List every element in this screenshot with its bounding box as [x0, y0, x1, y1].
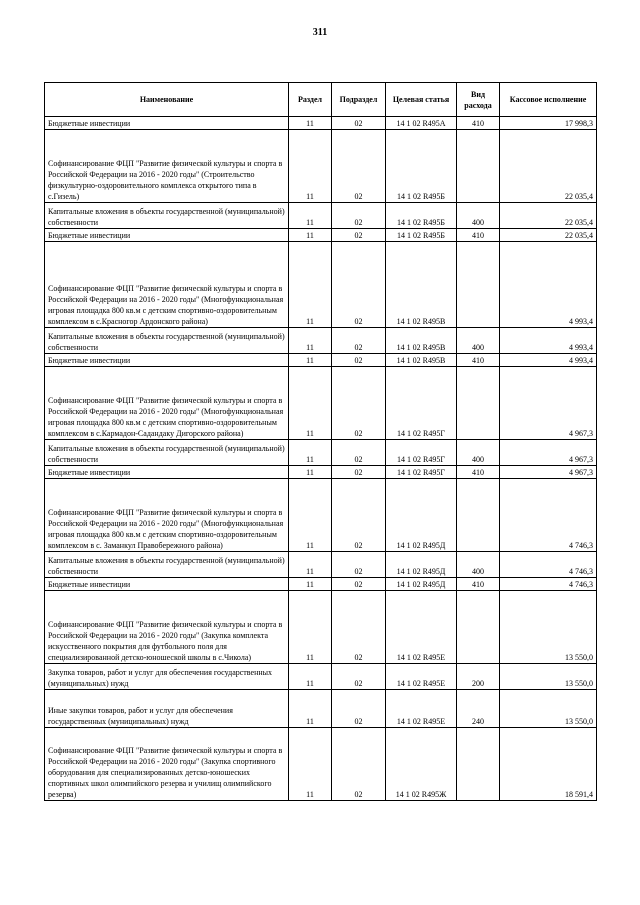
row-article-cell: 14 1 02 R495Г: [386, 367, 457, 440]
budget-table: [44, 82, 597, 801]
row-expense-type-cell: 410: [457, 354, 500, 367]
row-amount-cell: 4 746,3: [500, 479, 597, 552]
table-row: [45, 354, 597, 367]
row-name-cell: Закупка товаров, работ и услуг для обеспечения государственных (муниципальных) нужд: [45, 664, 289, 690]
row-subsection-cell: 02: [332, 117, 386, 130]
row-expense-type-cell: [457, 367, 500, 440]
row-amount-cell: 18 591,4: [500, 728, 597, 801]
table-row: [45, 552, 597, 578]
row-subsection-cell: 02: [332, 552, 386, 578]
row-name-cell: Софинансирование ФЦП "Развитие физической культуры и спорта в Российской Федерации на 2016 - 2020 годы" (Закупка комплекта искусственного покрытия для футбольного поля для специализированной детско-юношеской школы в с.Чикола): [45, 591, 289, 664]
row-section-cell: 11: [289, 367, 332, 440]
row-article-cell: 14 1 02 R495Ж: [386, 728, 457, 801]
row-subsection-cell: 02: [332, 591, 386, 664]
row-expense-type-cell: 400: [457, 552, 500, 578]
row-article-cell: 14 1 02 R495Б: [386, 203, 457, 229]
row-amount-cell: 13 550,0: [500, 690, 597, 728]
row-expense-type-cell: 400: [457, 328, 500, 354]
row-expense-type-cell: 400: [457, 440, 500, 466]
row-section-cell: 11: [289, 552, 332, 578]
table-row: [45, 440, 597, 466]
table-row: [45, 242, 597, 328]
row-expense-type-cell: 410: [457, 229, 500, 242]
table-row: [45, 578, 597, 591]
row-amount-cell: 22 035,4: [500, 229, 597, 242]
row-article-cell: 14 1 02 R495В: [386, 354, 457, 367]
row-amount-cell: 4 746,3: [500, 578, 597, 591]
row-section-cell: 11: [289, 440, 332, 466]
row-section-cell: 11: [289, 466, 332, 479]
row-article-cell: 14 1 02 R495Д: [386, 479, 457, 552]
row-expense-type-cell: [457, 728, 500, 801]
row-expense-type-cell: [457, 242, 500, 328]
row-article-cell: 14 1 02 R495А: [386, 117, 457, 130]
row-expense-type-cell: [457, 130, 500, 203]
row-amount-cell: 4 993,4: [500, 354, 597, 367]
row-article-cell: 14 1 02 R495Г: [386, 440, 457, 466]
row-subsection-cell: 02: [332, 203, 386, 229]
header-article: Целевая статья: [386, 83, 457, 117]
row-amount-cell: 22 035,4: [500, 203, 597, 229]
row-name-cell: Капитальные вложения в объекты государственной (муниципальной) собственности: [45, 328, 289, 354]
table-row: [45, 591, 597, 664]
row-subsection-cell: 02: [332, 728, 386, 801]
table-row: [45, 367, 597, 440]
row-section-cell: 11: [289, 242, 332, 328]
row-expense-type-cell: 410: [457, 578, 500, 591]
header-subsection: Подраздел: [332, 83, 386, 117]
row-amount-cell: 4 746,3: [500, 552, 597, 578]
row-subsection-cell: 02: [332, 229, 386, 242]
row-section-cell: 11: [289, 203, 332, 229]
row-name-cell: Капитальные вложения в объекты государственной (муниципальной) собственности: [45, 440, 289, 466]
table-row: [45, 479, 597, 552]
row-name-cell: Бюджетные инвестиции: [45, 229, 289, 242]
row-expense-type-cell: 410: [457, 117, 500, 130]
row-expense-type-cell: 200: [457, 664, 500, 690]
row-section-cell: 11: [289, 690, 332, 728]
header-expense-type: Вид расхода: [457, 83, 500, 117]
row-section-cell: 11: [289, 578, 332, 591]
row-amount-cell: 13 550,0: [500, 664, 597, 690]
table-row: [45, 130, 597, 203]
row-amount-cell: 4 967,3: [500, 466, 597, 479]
header-name: Наименование: [45, 83, 289, 117]
header-section: Раздел: [289, 83, 332, 117]
row-amount-cell: 4 993,4: [500, 328, 597, 354]
row-subsection-cell: 02: [332, 328, 386, 354]
row-article-cell: 14 1 02 R495Е: [386, 690, 457, 728]
table-row: [45, 117, 597, 130]
table-row: [45, 203, 597, 229]
row-expense-type-cell: 410: [457, 466, 500, 479]
row-name-cell: Софинансирование ФЦП "Развитие физической культуры и спорта в Российской Федерации на 2016 - 2020 годы" (Многофункциональная игровая площадка 800 кв.м с детским спортивно-оздоровительным комплексом в с. Заманкул Правобережного района): [45, 479, 289, 552]
table-row: [45, 664, 597, 690]
row-article-cell: 14 1 02 R495Д: [386, 578, 457, 591]
row-name-cell: Бюджетные инвестиции: [45, 117, 289, 130]
row-amount-cell: 4 993,4: [500, 242, 597, 328]
row-amount-cell: 17 998,3: [500, 117, 597, 130]
row-name-cell: Софинансирование ФЦП "Развитие физической культуры и спорта в Российской Федерации на 2016 - 2020 годы" (Многофункциональная игровая площадка 800 кв.м с детским спортивно-оздоровительным комплексом в с.Красногор Ардонского района): [45, 242, 289, 328]
row-name-cell: Иные закупки товаров, работ и услуг для обеспечения государственных (муниципальных) нужд: [45, 690, 289, 728]
header-amount: Кассовое исполнение: [500, 83, 597, 117]
row-subsection-cell: 02: [332, 367, 386, 440]
row-expense-type-cell: 240: [457, 690, 500, 728]
row-subsection-cell: 02: [332, 130, 386, 203]
table-row: [45, 328, 597, 354]
row-name-cell: Капитальные вложения в объекты государственной (муниципальной) собственности: [45, 203, 289, 229]
row-section-cell: 11: [289, 591, 332, 664]
row-subsection-cell: 02: [332, 466, 386, 479]
row-subsection-cell: 02: [332, 664, 386, 690]
row-article-cell: 14 1 02 R495Е: [386, 664, 457, 690]
row-section-cell: 11: [289, 354, 332, 367]
row-amount-cell: 4 967,3: [500, 367, 597, 440]
row-subsection-cell: 02: [332, 690, 386, 728]
row-expense-type-cell: [457, 591, 500, 664]
row-article-cell: 14 1 02 R495Е: [386, 591, 457, 664]
row-article-cell: 14 1 02 R495Б: [386, 229, 457, 242]
row-name-cell: Софинансирование ФЦП "Развитие физической культуры и спорта в Российской Федерации на 2016 - 2020 годы" (Строительство физкультурно-оздоровительного комплекса открытого типа в с.Гизель): [45, 130, 289, 203]
row-section-cell: 11: [289, 229, 332, 242]
row-name-cell: Бюджетные инвестиции: [45, 578, 289, 591]
row-section-cell: 11: [289, 117, 332, 130]
row-amount-cell: 13 550,0: [500, 591, 597, 664]
row-section-cell: 11: [289, 328, 332, 354]
page-number: 311: [312, 27, 328, 38]
row-section-cell: 11: [289, 130, 332, 203]
row-name-cell: Бюджетные инвестиции: [45, 466, 289, 479]
row-section-cell: 11: [289, 479, 332, 552]
table-header-row: [45, 83, 597, 117]
row-article-cell: 14 1 02 R495Д: [386, 552, 457, 578]
row-amount-cell: 22 035,4: [500, 130, 597, 203]
row-subsection-cell: 02: [332, 354, 386, 367]
row-subsection-cell: 02: [332, 242, 386, 328]
row-article-cell: 14 1 02 R495Б: [386, 130, 457, 203]
table-row: [45, 466, 597, 479]
table-row: [45, 690, 597, 728]
row-subsection-cell: 02: [332, 578, 386, 591]
table-row: [45, 229, 597, 242]
row-name-cell: Капитальные вложения в объекты государственной (муниципальной) собственности: [45, 552, 289, 578]
row-article-cell: 14 1 02 R495В: [386, 242, 457, 328]
row-expense-type-cell: [457, 479, 500, 552]
row-section-cell: 11: [289, 728, 332, 801]
row-article-cell: 14 1 02 R495Г: [386, 466, 457, 479]
row-subsection-cell: 02: [332, 479, 386, 552]
row-name-cell: Бюджетные инвестиции: [45, 354, 289, 367]
row-expense-type-cell: 400: [457, 203, 500, 229]
row-name-cell: Софинансирование ФЦП "Развитие физической культуры и спорта в Российской Федерации на 2016 - 2020 годы" (Многофункциональная игровая площадка 800 кв.м с детским спортивно-оздоровительным комплексом в с.Кармадон-Садандаку Дигорского района): [45, 367, 289, 440]
table-row: [45, 728, 597, 801]
row-subsection-cell: 02: [332, 440, 386, 466]
row-amount-cell: 4 967,3: [500, 440, 597, 466]
row-name-cell: Софинансирование ФЦП "Развитие физической культуры и спорта в Российской Федерации на 2016 - 2020 годы" (Закупка спортивного оборудования для специализированных детско-юношеских спортивных школ олимпийского резерва и училищ олимпийского резерва): [45, 728, 289, 801]
row-article-cell: 14 1 02 R495В: [386, 328, 457, 354]
row-section-cell: 11: [289, 664, 332, 690]
